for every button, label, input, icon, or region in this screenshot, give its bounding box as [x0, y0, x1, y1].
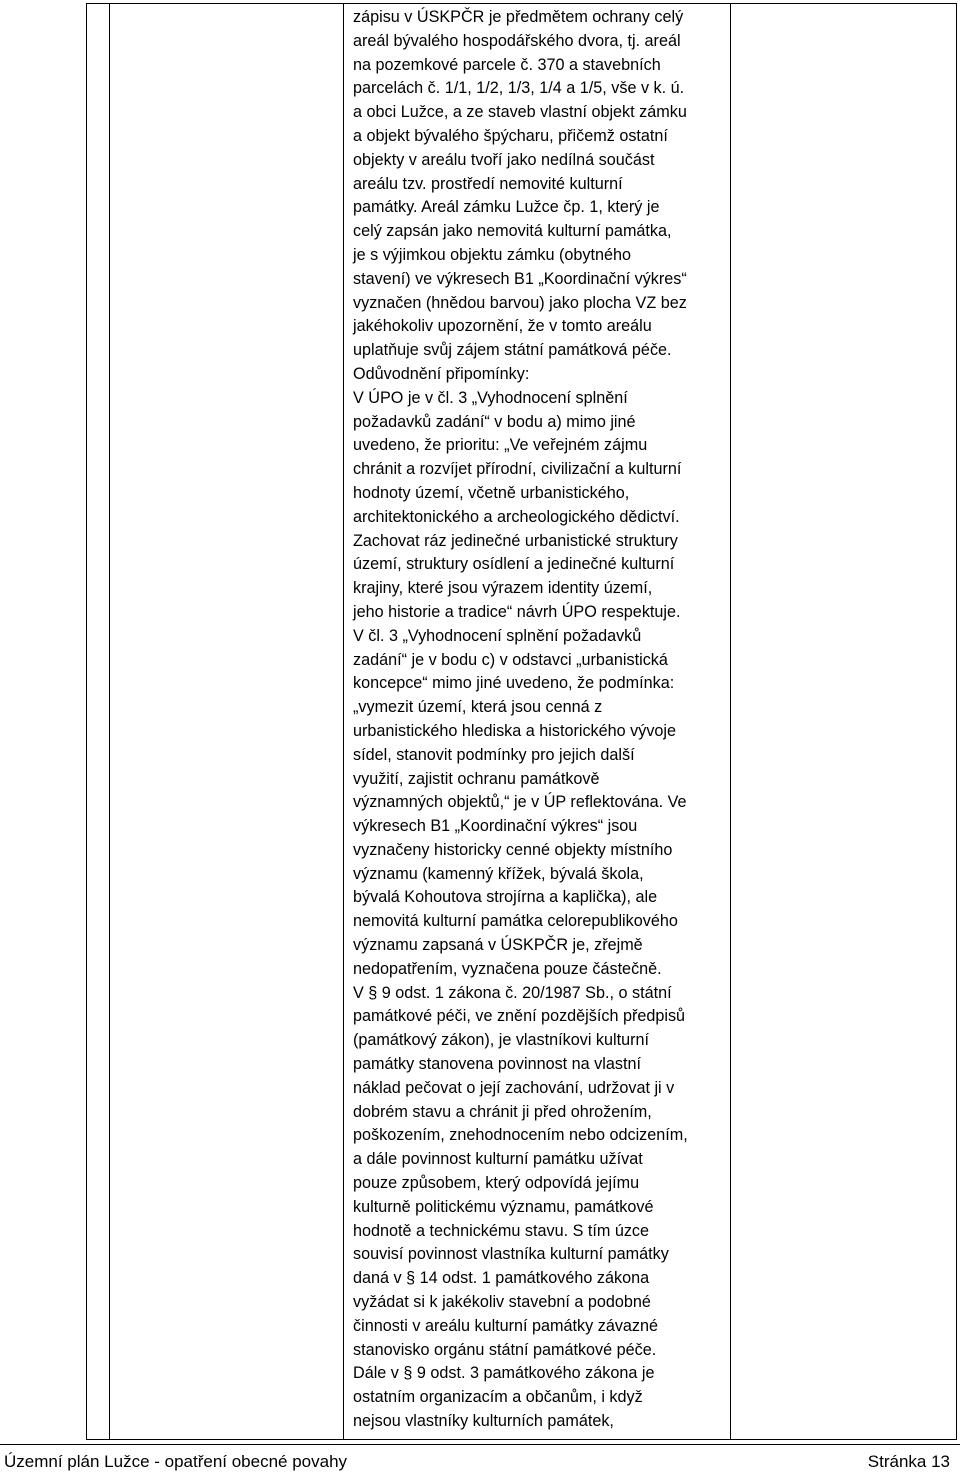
text-line: památky. Areál zámku Lužce čp. 1, který je [353, 198, 660, 217]
text-line: významu zapsaná v ÚSKPČR je, zřejmě [353, 936, 643, 955]
text-line: památky stanovena povinnost na vlastní [353, 1055, 641, 1074]
text-line: V čl. 3 „Vyhodnocení splnění požadavků [353, 626, 642, 645]
text-line: dobrém stavu a chránit ji před ohrožením, [353, 1102, 652, 1121]
column-divider-3 [730, 4, 731, 1439]
text-line: chránit a rozvíjet přírodní, civilizační a kulturní [353, 460, 682, 479]
text-line: Odůvodnění připomínky: [353, 364, 530, 383]
text-line: daná v § 14 odst. 1 památkového zákona [353, 1269, 650, 1288]
comment-text-cell [353, 6, 723, 1434]
text-line: V ÚPO je v čl. 3 „Vyhodnocení splnění [353, 388, 628, 407]
text-line: uvedeno, že prioritu: „Ve veřejném zájmu [353, 436, 648, 455]
text-line: nedopatřením, vyznačena pouze částečně. [353, 959, 662, 978]
text-line: objekty v areálu tvoří jako nedílná součást [353, 150, 655, 169]
text-line: urbanistického hlediska a historického vývoje [353, 721, 677, 740]
text-line: kulturně politickému významu, památkové [353, 1197, 654, 1216]
text-line: hodnoty území, včetně urbanistického, [353, 483, 630, 502]
text-line: zápisu v ÚSKPČR je předmětem ochrany celý [353, 8, 684, 26]
text-line: a obci Lužce, a ze staveb vlastní objekt zámku [353, 103, 687, 122]
text-line: výkresech B1 „Koordinační výkres“ jsou [353, 817, 638, 836]
text-line: sídel, stanovit podmínky pro jejich další [353, 745, 635, 764]
text-line: Dále v § 9 odst. 3 památkového zákona je [353, 1364, 655, 1383]
text-line: a objekt bývalého špýcharu, přičemž ostatní [353, 126, 668, 145]
text-line: krajiny, které jsou výrazem identity území, [353, 579, 653, 598]
text-line: bývalá Kohoutova strojírna a kaplička), ale [353, 888, 658, 907]
text-line: činnosti v areálu kulturní památky závazné [353, 1316, 659, 1335]
text-line: je s výjimkou objektu zámku (obytného [353, 245, 632, 264]
text-line: vyznačen (hnědou barvou) jako plocha VZ bez [353, 293, 687, 312]
text-line: vyznačeny historicky cenné objekty místního [353, 840, 673, 859]
text-line: vyžádat si k jakékoliv stavební a podobné [353, 1293, 651, 1312]
text-line: využití, zajistit ochranu památkově [353, 769, 600, 788]
text-line: hodnotě a technickému stavu. S tím úzce [353, 1221, 650, 1240]
text-line: souvisí povinnost vlastníka kulturní památky [353, 1245, 669, 1264]
text-line: „vymezit území, která jsou cenná z [353, 698, 603, 717]
text-line: území, struktury osídlení a jedinečné kulturní [353, 555, 675, 574]
text-line: nemovitá kulturní památka celorepublikového [353, 912, 678, 931]
text-line: významu (kamenný křížek, bývalá škola, [353, 864, 644, 883]
text-line: areál bývalého hospodářského dvora, tj. areál [353, 31, 681, 50]
text-line: nejsou vlastníky kulturních památek, [353, 1412, 614, 1431]
text-line: jeho historie a tradice“ návrh ÚPO respektuje. [353, 602, 681, 621]
text-line: požadavků zadání“ v bodu a) mimo jiné [353, 412, 636, 431]
footer-page-number: Stránka 13 [867, 1452, 950, 1471]
text-line: uplatňuje svůj zájem státní památková péče. [353, 341, 672, 360]
text-line: na pozemkové parcele č. 370 a stavebních [353, 55, 661, 74]
text-line: V § 9 odst. 1 zákona č. 20/1987 Sb., o státní [353, 983, 672, 1002]
text-line: náklad pečovat o její zachování, udržovat ji v [353, 1078, 675, 1097]
text-line: parcelách č. 1/1, 1/2, 1/3, 1/4 a 1/5, vše v k. ú. [353, 79, 685, 98]
text-line: stavení) ve výkresech B1 „Koordinační výkres“ [353, 269, 687, 288]
text-line: památkové péči, ve znění pozdějších předpisů [353, 1007, 686, 1026]
text-line: pouze způsobem, který odpovídá jejímu [353, 1174, 640, 1193]
text-line: Zachovat ráz jedinečné urbanistické struktury [353, 531, 678, 550]
footer-document-title: Územní plán Lužce - opatření obecné povahy [4, 1452, 348, 1471]
text-line: ostatním organizacím a občanům, i když [353, 1388, 643, 1407]
text-line: stanovisko orgánu státní památkové péče. [353, 1340, 657, 1359]
column-divider-1 [109, 4, 110, 1439]
text-line: koncepce“ mimo jiné uvedeno, že podmínka: [353, 674, 675, 693]
text-line: významných objektů,“ je v ÚP reflektována. Ve [353, 793, 687, 812]
text-line: a dále povinnost kulturní památku užívat [353, 1150, 643, 1169]
text-line: areálu tzv. prostředí nemovité kulturní [353, 174, 623, 193]
text-line: poškozením, znehodnocením nebo odcizením, [353, 1126, 688, 1145]
text-line: celý zapsán jako nemovitá kulturní památka, [353, 222, 672, 241]
text-line: (památkový zákon), je vlastníkovi kulturní [353, 1031, 649, 1050]
text-line: zadání“ je v bodu c) v odstavci „urbanistická [353, 650, 668, 669]
column-divider-2 [343, 4, 344, 1439]
footer-divider [0, 1444, 960, 1445]
text-line: jakéhokoliv upozornění, že v tomto areálu [353, 317, 652, 336]
text-line: architektonického a archeologického dědictví. [353, 507, 680, 526]
